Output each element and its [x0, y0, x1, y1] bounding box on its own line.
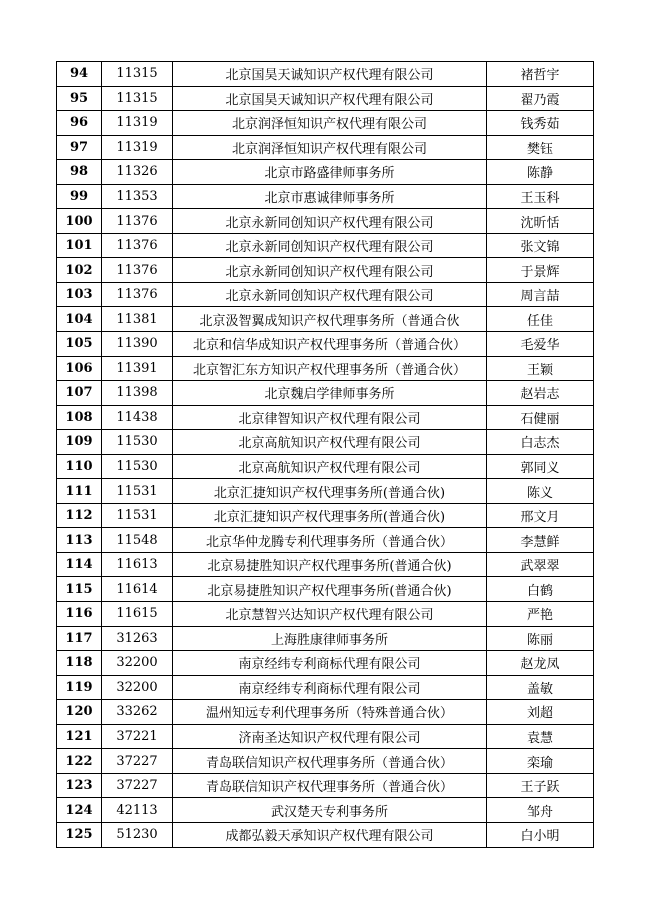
agency-code: 11438: [102, 405, 173, 430]
table-row: [57, 258, 594, 283]
table-row: [57, 233, 594, 258]
agency-name: 北京市惠诚律师事务所: [173, 184, 487, 209]
agency-code: 11548: [102, 528, 173, 553]
agency-name: 温州知远专利代理事务所（特殊普通合伙）: [173, 700, 487, 725]
table-row: [57, 626, 594, 651]
agency-name: 北京律智知识产权代理有限公司: [173, 405, 487, 430]
agency-code: 51230: [102, 822, 173, 847]
row-number: 99: [57, 184, 102, 209]
agency-name: 北京易捷胜知识产权代理事务所(普通合伙): [173, 552, 487, 577]
table-row: [57, 184, 594, 209]
agency-name: 北京汲智翼成知识产权代理事务所（普通合伙: [173, 307, 487, 332]
agency-code: 11326: [102, 160, 173, 185]
agency-code: 37221: [102, 724, 173, 749]
roster-body: [57, 62, 594, 848]
table-row: [57, 700, 594, 725]
person-name: 栾瑜: [487, 749, 594, 774]
agency-name: 北京魏启学律师事务所: [173, 381, 487, 406]
person-name: 刘超: [487, 700, 594, 725]
row-number: 107: [57, 381, 102, 406]
person-name: 严艳: [487, 602, 594, 627]
table-row: [57, 822, 594, 847]
agency-name: 北京润泽恒知识产权代理有限公司: [173, 135, 487, 160]
table-row: [57, 798, 594, 823]
row-number: 110: [57, 454, 102, 479]
table-row: [57, 602, 594, 627]
person-name: 盖敏: [487, 675, 594, 700]
person-name: 王子跃: [487, 773, 594, 798]
agency-name: 济南圣达知识产权代理有限公司: [173, 724, 487, 749]
agency-roster-table: [56, 61, 594, 848]
agency-name: 北京华仲龙腾专利代理事务所（普通合伙）: [173, 528, 487, 553]
agency-code: 11376: [102, 209, 173, 234]
agency-name: 北京市路盛律师事务所: [173, 160, 487, 185]
table-row: [57, 479, 594, 504]
agency-code: 11319: [102, 111, 173, 136]
table-row: [57, 405, 594, 430]
row-number: 103: [57, 282, 102, 307]
agency-code: 11315: [102, 62, 173, 87]
agency-name: 北京永新同创知识产权代理有限公司: [173, 258, 487, 283]
row-number: 124: [57, 798, 102, 823]
person-name: 白志杰: [487, 430, 594, 455]
table-row: [57, 430, 594, 455]
agency-name: 北京润泽恒知识产权代理有限公司: [173, 111, 487, 136]
agency-code: 11390: [102, 332, 173, 357]
person-name: 樊钰: [487, 135, 594, 160]
agency-code: 11531: [102, 503, 173, 528]
person-name: 钱秀茹: [487, 111, 594, 136]
table-row: [57, 773, 594, 798]
person-name: 周言喆: [487, 282, 594, 307]
agency-name: 上海胜康律师事务所: [173, 626, 487, 651]
table-row: [57, 503, 594, 528]
agency-name: 北京永新同创知识产权代理有限公司: [173, 282, 487, 307]
agency-code: 11319: [102, 135, 173, 160]
table-row: [57, 724, 594, 749]
agency-code: 11376: [102, 233, 173, 258]
row-number: 100: [57, 209, 102, 234]
agency-name: 南京经纬专利商标代理有限公司: [173, 675, 487, 700]
agency-roster-sheet: [56, 61, 594, 848]
row-number: 104: [57, 307, 102, 332]
table-row: [57, 528, 594, 553]
table-row: [57, 577, 594, 602]
person-name: 陈静: [487, 160, 594, 185]
table-row: [57, 381, 594, 406]
row-number: 94: [57, 62, 102, 87]
agency-code: 11353: [102, 184, 173, 209]
person-name: 郭同义: [487, 454, 594, 479]
person-name: 邢文月: [487, 503, 594, 528]
person-name: 石健丽: [487, 405, 594, 430]
table-row: [57, 209, 594, 234]
agency-code: 11615: [102, 602, 173, 627]
agency-code: 37227: [102, 773, 173, 798]
person-name: 翟乃霞: [487, 86, 594, 111]
agency-code: 11530: [102, 454, 173, 479]
row-number: 109: [57, 430, 102, 455]
row-number: 121: [57, 724, 102, 749]
agency-name: 北京慧智兴达知识产权代理有限公司: [173, 602, 487, 627]
row-number: 112: [57, 503, 102, 528]
table-row: [57, 356, 594, 381]
agency-name: 北京易捷胜知识产权代理事务所(普通合伙): [173, 577, 487, 602]
row-number: 102: [57, 258, 102, 283]
agency-code: 33262: [102, 700, 173, 725]
person-name: 王颖: [487, 356, 594, 381]
person-name: 邹舟: [487, 798, 594, 823]
table-row: [57, 552, 594, 577]
person-name: 赵龙凤: [487, 651, 594, 676]
table-row: [57, 160, 594, 185]
row-number: 96: [57, 111, 102, 136]
agency-name: 青岛联信知识产权代理事务所（普通合伙）: [173, 773, 487, 798]
agency-name: 北京永新同创知识产权代理有限公司: [173, 233, 487, 258]
person-name: 沈昕恬: [487, 209, 594, 234]
agency-code: 32200: [102, 651, 173, 676]
person-name: 武翠翠: [487, 552, 594, 577]
agency-name: 成都弘毅天承知识产权代理有限公司: [173, 822, 487, 847]
agency-name: 北京高航知识产权代理有限公司: [173, 430, 487, 455]
agency-code: 42113: [102, 798, 173, 823]
row-number: 119: [57, 675, 102, 700]
row-number: 118: [57, 651, 102, 676]
agency-name: 北京高航知识产权代理有限公司: [173, 454, 487, 479]
row-number: 106: [57, 356, 102, 381]
table-row: [57, 111, 594, 136]
person-name: 褚哲宇: [487, 62, 594, 87]
row-number: 116: [57, 602, 102, 627]
agency-name: 武汉楚天专利事务所: [173, 798, 487, 823]
person-name: 白鹤: [487, 577, 594, 602]
table-row: [57, 332, 594, 357]
agency-name: 北京国昊天诚知识产权代理有限公司: [173, 62, 487, 87]
agency-code: 32200: [102, 675, 173, 700]
row-number: 122: [57, 749, 102, 774]
agency-code: 11376: [102, 258, 173, 283]
agency-code: 11315: [102, 86, 173, 111]
row-number: 97: [57, 135, 102, 160]
table-row: [57, 282, 594, 307]
agency-name: 北京永新同创知识产权代理有限公司: [173, 209, 487, 234]
row-number: 108: [57, 405, 102, 430]
agency-code: 11391: [102, 356, 173, 381]
row-number: 95: [57, 86, 102, 111]
row-number: 120: [57, 700, 102, 725]
agency-name: 北京国昊天诚知识产权代理有限公司: [173, 86, 487, 111]
person-name: 袁慧: [487, 724, 594, 749]
agency-code: 11613: [102, 552, 173, 577]
agency-name: 青岛联信知识产权代理事务所（普通合伙）: [173, 749, 487, 774]
agency-code: 11398: [102, 381, 173, 406]
person-name: 陈义: [487, 479, 594, 504]
row-number: 114: [57, 552, 102, 577]
person-name: 王玉科: [487, 184, 594, 209]
table-row: [57, 135, 594, 160]
agency-code: 11531: [102, 479, 173, 504]
table-row: [57, 651, 594, 676]
agency-name: 北京和信华成知识产权代理事务所（普通合伙）: [173, 332, 487, 357]
person-name: 白小明: [487, 822, 594, 847]
row-number: 115: [57, 577, 102, 602]
person-name: 李慧鲜: [487, 528, 594, 553]
agency-name: 南京经纬专利商标代理有限公司: [173, 651, 487, 676]
person-name: 赵岩志: [487, 381, 594, 406]
agency-code: 11381: [102, 307, 173, 332]
table-row: [57, 749, 594, 774]
agency-code: 37227: [102, 749, 173, 774]
row-number: 125: [57, 822, 102, 847]
table-row: [57, 307, 594, 332]
row-number: 101: [57, 233, 102, 258]
agency-name: 北京汇捷知识产权代理事务所(普通合伙): [173, 503, 487, 528]
person-name: 于景辉: [487, 258, 594, 283]
agency-code: 11614: [102, 577, 173, 602]
row-number: 117: [57, 626, 102, 651]
row-number: 113: [57, 528, 102, 553]
person-name: 陈丽: [487, 626, 594, 651]
agency-code: 11530: [102, 430, 173, 455]
person-name: 张文锦: [487, 233, 594, 258]
table-row: [57, 454, 594, 479]
table-row: [57, 675, 594, 700]
agency-name: 北京汇捷知识产权代理事务所(普通合伙): [173, 479, 487, 504]
row-number: 111: [57, 479, 102, 504]
row-number: 105: [57, 332, 102, 357]
agency-name: 北京智汇东方知识产权代理事务所（普通合伙）: [173, 356, 487, 381]
agency-code: 11376: [102, 282, 173, 307]
table-row: [57, 86, 594, 111]
row-number: 123: [57, 773, 102, 798]
person-name: 毛爱华: [487, 332, 594, 357]
table-row: [57, 62, 594, 87]
row-number: 98: [57, 160, 102, 185]
person-name: 任佳: [487, 307, 594, 332]
agency-code: 31263: [102, 626, 173, 651]
